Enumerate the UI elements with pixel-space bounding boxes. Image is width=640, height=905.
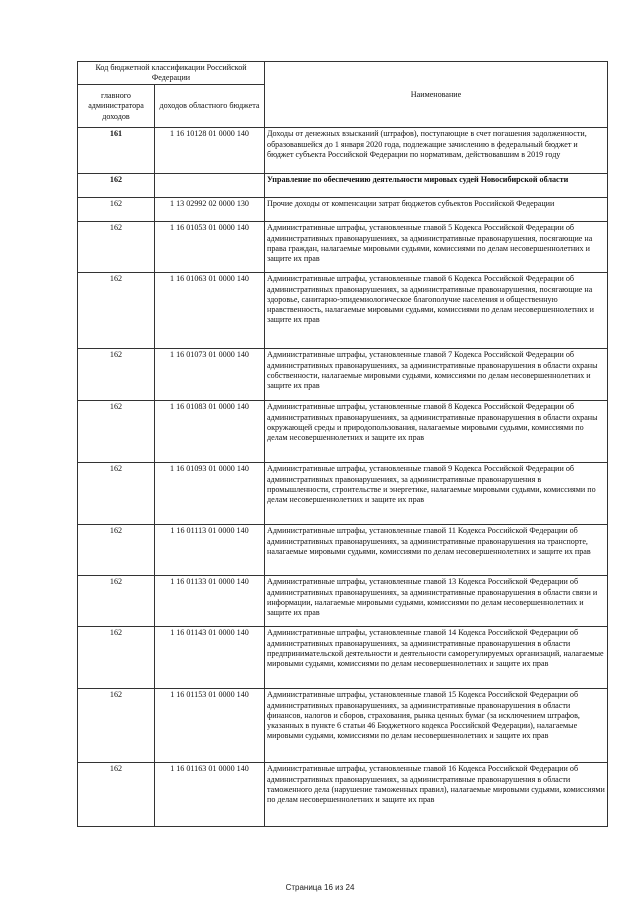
name-cell: Административные штрафы, установленные главой 13 Кодекса Российской Федерации об административных правонарушениях, за административные правонарушения в области связи и информации, налагаемые мировыми судьями, комиссиями по делам несовершеннолетних и защите их прав	[265, 576, 608, 627]
income-code-cell: 1 16 10128 01 0000 140	[155, 128, 265, 174]
name-cell: Административные штрафы, установленные главой 9 Кодекса Российской Федерации об административных правонарушениях, за административные правонарушения в промышленности, строительстве и энергетике, налагаемые мировыми судьями, комиссиями по делам несовершеннолетних и защите их прав	[265, 463, 608, 525]
name-cell: Административные штрафы, установленные главой 14 Кодекса Российской Федерации об административных правонарушениях, за административные правонарушения в области предпринимательской деятельности и деятельности саморегулируемых организаций, налагаемые мировыми судьями, комиссиями по делам несовершеннолетних и защите их прав	[265, 627, 608, 689]
table-row	[78, 463, 608, 525]
income-code-cell: 1 16 01143 01 0000 140	[155, 627, 265, 689]
admin-code-cell: 162	[78, 222, 155, 273]
name-cell: Административные штрафы, установленные главой 6 Кодекса Российской Федерации об административных правонарушениях, за административные правонарушения, посягающие на здоровье, санитарно-эпидемиологическое благополучие населения и общественную нравственность, налагаемые мировыми судьями, комиссиями по делам несовершеннолетних и защите их прав	[265, 273, 608, 349]
name-cell: Административные штрафы, установленные главой 5 Кодекса Российской Федерации об административных правонарушениях, за административные правонарушения, посягающие на права граждан, налагаемые мировыми судьями, комиссиями по делам несовершеннолетних и защите их прав	[265, 222, 608, 273]
name-cell: Административные штрафы, установленные главой 11 Кодекса Российской Федерации об административных правонарушениях, за административные правонарушения на транспорте, налагаемые мировыми судьями, комиссиями по делам несовершеннолетних и защите их прав	[265, 525, 608, 576]
header-code-group: Код бюджетной классификации Российской Федерации	[78, 62, 265, 85]
admin-code-cell: 162	[78, 627, 155, 689]
budget-classification-table	[77, 61, 608, 827]
table-body	[78, 128, 608, 827]
admin-code-cell: 162	[78, 763, 155, 827]
header-income-code: доходов областного бюджета	[155, 85, 265, 128]
name-cell: Управление по обеспечению деятельности мировых судей Новосибирской области	[265, 174, 608, 198]
admin-code-cell: 162	[78, 463, 155, 525]
income-code-cell: 1 16 01163 01 0000 140	[155, 763, 265, 827]
name-cell: Административные штрафы, установленные главой 16 Кодекса Российской Федерации об административных правонарушениях, за административные правонарушения в области таможенного дела (нарушение таможенных правил), налагаемые мировыми судьями, комиссиями по делам несовершеннолетних и защите их прав	[265, 763, 608, 827]
income-code-cell: 1 16 01153 01 0000 140	[155, 689, 265, 763]
table-row	[78, 222, 608, 273]
header-admin: главного администратора доходов	[78, 85, 155, 128]
header-name: Наименование	[265, 62, 608, 128]
name-cell: Прочие доходы от компенсации затрат бюджетов субъектов Российской Федерации	[265, 198, 608, 222]
income-code-cell: 1 16 01053 01 0000 140	[155, 222, 265, 273]
admin-code-cell: 162	[78, 174, 155, 198]
table-header	[78, 62, 608, 128]
income-code-cell	[155, 174, 265, 198]
table-row	[78, 525, 608, 576]
table-row	[78, 576, 608, 627]
page-footer: Страница 16 из 24	[285, 883, 355, 892]
table-row	[78, 763, 608, 827]
admin-code-cell: 162	[78, 198, 155, 222]
table-row	[78, 401, 608, 463]
admin-code-cell: 162	[78, 576, 155, 627]
income-code-cell: 1 16 01133 01 0000 140	[155, 576, 265, 627]
income-code-cell: 1 16 01073 01 0000 140	[155, 349, 265, 401]
admin-code-cell: 162	[78, 401, 155, 463]
table-row	[78, 349, 608, 401]
admin-code-cell: 162	[78, 349, 155, 401]
admin-code-cell: 162	[78, 689, 155, 763]
table-row	[78, 128, 608, 174]
name-cell: Административные штрафы, установленные главой 7 Кодекса Российской Федерации об административных правонарушениях, за административные правонарушения в области охраны собственности, налагаемые мировыми судьями, комиссиями по делам несовершеннолетних и защите их прав	[265, 349, 608, 401]
income-code-cell: 1 13 02992 02 0000 130	[155, 198, 265, 222]
name-cell: Административные штрафы, установленные главой 8 Кодекса Российской Федерации об административных правонарушениях, за административные правонарушения в области охраны окружающей среды и природопользования, налагаемые мировыми судьями, комиссиями по делам несовершеннолетних и защите их прав	[265, 401, 608, 463]
table-row	[78, 198, 608, 222]
table-row	[78, 174, 608, 198]
table-row	[78, 689, 608, 763]
name-cell: Административные штрафы, установленные главой 15 Кодекса Российской Федерации об административных правонарушениях, за административные правонарушения в области финансов, налогов и сборов, страхования, рынка ценных бумаг (за исключением штрафов, указанных в пункте 6 статьи 46 Бюджетного кодекса Российской Федерации), налагаемые мировыми судьями, комиссиями по делам несовершеннолетних и защите их прав	[265, 689, 608, 763]
name-cell: Доходы от денежных взысканий (штрафов), поступающие в счет погашения задолженности, образовавшейся до 1 января 2020 года, подлежащие зачислению в федеральный бюджет и бюджет субъекта Российской Федерации по нормативам, действовавшим в 2019 году	[265, 128, 608, 174]
admin-code-cell: 162	[78, 525, 155, 576]
income-code-cell: 1 16 01083 01 0000 140	[155, 401, 265, 463]
table-row	[78, 273, 608, 349]
income-code-cell: 1 16 01093 01 0000 140	[155, 463, 265, 525]
admin-code-cell: 162	[78, 273, 155, 349]
admin-code-cell: 161	[78, 128, 155, 174]
income-code-cell: 1 16 01113 01 0000 140	[155, 525, 265, 576]
income-code-cell: 1 16 01063 01 0000 140	[155, 273, 265, 349]
table-row	[78, 627, 608, 689]
